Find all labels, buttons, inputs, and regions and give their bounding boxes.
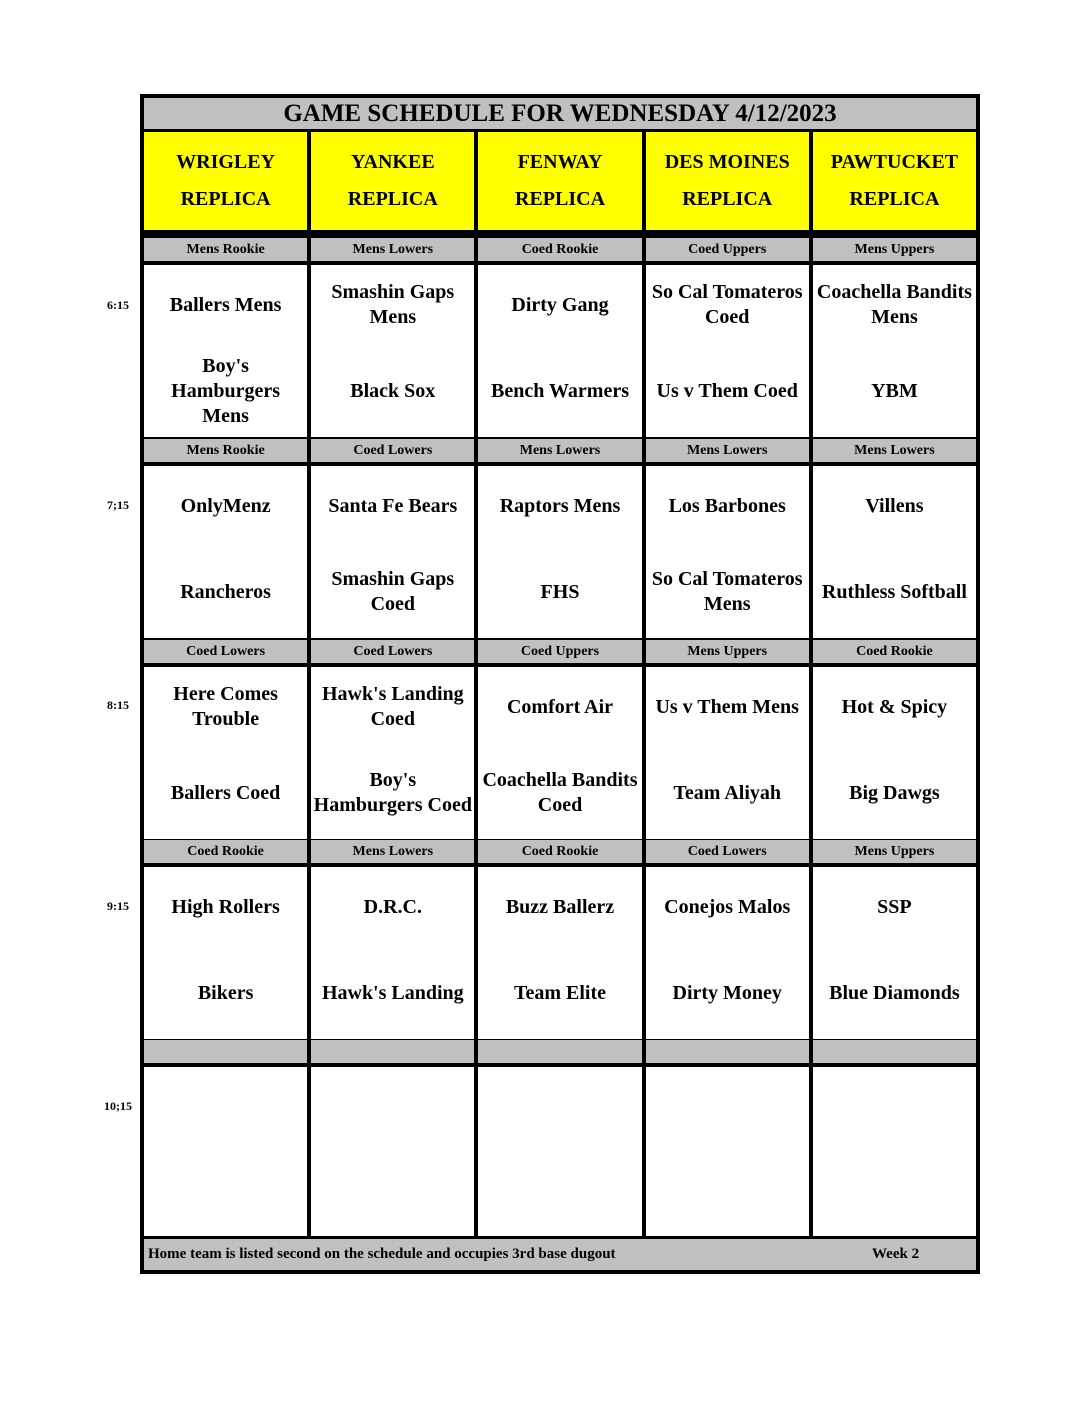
home-team: Big Dawgs (849, 781, 940, 804)
away-team: Raptors Mens (499, 494, 621, 517)
division-label (311, 1040, 474, 1063)
away-team: SSP (877, 895, 912, 918)
away-team: Conejos Malos (664, 895, 791, 918)
division-row (144, 439, 976, 462)
game-cell (478, 466, 641, 638)
home-team: Smashin Gaps Coed (331, 568, 455, 615)
game-cell (646, 466, 809, 638)
home-team: FHS (540, 580, 580, 603)
division-label: Mens Lowers (813, 439, 976, 462)
home-team: Rancheros (180, 580, 271, 603)
away-team: Buzz Ballerz (505, 895, 615, 918)
division-label: Coed Lowers (144, 640, 307, 663)
division-label: Coed Uppers (478, 640, 641, 663)
game-cell (646, 667, 809, 839)
game-cell (144, 867, 307, 1039)
home-team: Black Sox (350, 379, 436, 402)
away-team: Hawk's Landing Coed (321, 683, 464, 730)
division-row (144, 640, 976, 663)
game-cell (311, 1067, 474, 1239)
game-cell (646, 1067, 809, 1239)
park-subtitle: REPLICA (515, 188, 606, 210)
game-cell (813, 466, 976, 638)
division-label (144, 1040, 307, 1063)
division-label: Coed Lowers (311, 640, 474, 663)
away-team: So Cal Tomateros Coed (651, 281, 803, 328)
division-label: Mens Lowers (646, 439, 809, 462)
home-team: YBM (871, 379, 918, 402)
division-label: Coed Rookie (813, 640, 976, 663)
away-team: Us v Them Mens (655, 695, 799, 718)
away-team: Here Comes Trouble (173, 683, 278, 730)
game-cell (311, 265, 474, 437)
game-cell (813, 1067, 976, 1239)
division-label (646, 1040, 809, 1063)
game-row (144, 1067, 976, 1239)
home-team (144, 1153, 307, 1233)
game-cell (813, 667, 976, 839)
park-header (646, 132, 809, 230)
home-team: Bench Warmers (491, 379, 629, 402)
home-team (478, 1153, 641, 1233)
division-label: Mens Lowers (311, 238, 474, 261)
game-cell (478, 265, 641, 437)
away-team (311, 1067, 474, 1147)
home-team: Team Elite (513, 981, 607, 1004)
home-team: Hawk's Landing (321, 981, 464, 1004)
game-cell (311, 867, 474, 1039)
division-label: Coed Uppers (646, 238, 809, 261)
division-label: Coed Rookie (144, 840, 307, 863)
game-cell (144, 1067, 307, 1239)
park-name: DES MOINES (664, 151, 790, 173)
park-header-row (144, 132, 976, 230)
away-team: Hot & Spicy (841, 695, 948, 718)
park-name: YANKEE (350, 151, 435, 173)
game-cell (646, 265, 809, 437)
game-row (144, 466, 976, 638)
home-team: Ruthless Softball (821, 580, 967, 603)
game-cell (144, 466, 307, 638)
time-label: 7;15 (107, 498, 129, 512)
division-label: Coed Lowers (646, 840, 809, 863)
home-team: Bikers (197, 981, 254, 1004)
time-label: 9:15 (107, 899, 129, 913)
game-cell (311, 667, 474, 839)
division-label: Mens Lowers (311, 840, 474, 863)
schedule-title: GAME SCHEDULE FOR WEDNESDAY 4/12/2023 (144, 98, 976, 132)
home-team: Boy's Hamburgers Mens (171, 354, 281, 427)
away-team: Comfort Air (506, 695, 614, 718)
park-name: FENWAY (517, 151, 603, 173)
away-team: Coachella Bandits Mens (816, 281, 972, 328)
away-team: D.R.C. (363, 895, 422, 918)
home-team: Blue Diamonds (829, 981, 960, 1004)
park-subtitle: REPLICA (347, 188, 438, 210)
home-team: Team Aliyah (673, 781, 782, 804)
game-row (144, 867, 976, 1039)
time-label: 8:15 (107, 698, 129, 712)
away-team: Villens (865, 494, 924, 517)
game-row (144, 265, 976, 437)
park-subtitle: REPLICA (682, 188, 773, 210)
away-team (144, 1067, 307, 1147)
division-label: Mens Rookie (144, 238, 307, 261)
division-row (144, 238, 976, 261)
park-subtitle: REPLICA (180, 188, 271, 210)
home-team: So Cal Tomateros Mens (651, 568, 803, 615)
game-row (144, 667, 976, 839)
park-header (478, 132, 641, 230)
game-cell (813, 867, 976, 1039)
park-header (144, 132, 307, 230)
park-name: WRIGLEY (176, 151, 276, 173)
game-cell (646, 867, 809, 1039)
division-label: Mens Rookie (144, 439, 307, 462)
away-team (813, 1067, 976, 1147)
home-team: Ballers Coed (170, 781, 281, 804)
division-label: Mens Uppers (813, 238, 976, 261)
week-label: Week 2 (872, 1246, 920, 1262)
away-team: Ballers Mens (169, 293, 282, 316)
schedule-table (140, 94, 980, 1274)
time-label: 6:15 (107, 298, 129, 312)
home-team (813, 1153, 976, 1233)
game-cell (144, 265, 307, 437)
game-cell (144, 667, 307, 839)
game-cell (478, 1067, 641, 1239)
park-header (813, 132, 976, 230)
away-team: Los Barbones (668, 494, 786, 517)
game-cell (813, 265, 976, 437)
division-label: Mens Uppers (646, 640, 809, 663)
away-team: Smashin Gaps Mens (331, 281, 455, 328)
park-name: PAWTUCKET (830, 151, 959, 173)
park-header (311, 132, 474, 230)
division-label: Mens Lowers (478, 439, 641, 462)
home-team (311, 1153, 474, 1233)
home-team-note: Home team is listed second on the schedule and occupies 3rd base dugout (148, 1246, 616, 1262)
division-row (144, 840, 976, 863)
home-team: Coachella Bandits Coed (482, 769, 638, 816)
away-team (646, 1067, 809, 1147)
time-label: 10;15 (104, 1099, 132, 1113)
home-team: Us v Them Coed (656, 379, 798, 402)
home-team: Dirty Money (672, 981, 782, 1004)
away-team: OnlyMenz (180, 494, 271, 517)
division-label: Coed Rookie (478, 840, 641, 863)
division-label (813, 1040, 976, 1063)
away-team: High Rollers (171, 895, 280, 918)
home-team (646, 1153, 809, 1233)
division-label: Coed Rookie (478, 238, 641, 261)
division-row (144, 1040, 976, 1063)
division-label (478, 1040, 641, 1063)
park-subtitle: REPLICA (849, 188, 940, 210)
away-team: Santa Fe Bears (328, 494, 458, 517)
schedule-footer (144, 1236, 976, 1270)
home-team: Boy's Hamburgers Coed (313, 769, 472, 816)
game-cell (311, 466, 474, 638)
away-team (478, 1067, 641, 1147)
game-cell (478, 867, 641, 1039)
game-cell (478, 667, 641, 839)
division-label: Mens Uppers (813, 840, 976, 863)
away-team: Dirty Gang (511, 293, 609, 316)
division-label: Coed Lowers (311, 439, 474, 462)
